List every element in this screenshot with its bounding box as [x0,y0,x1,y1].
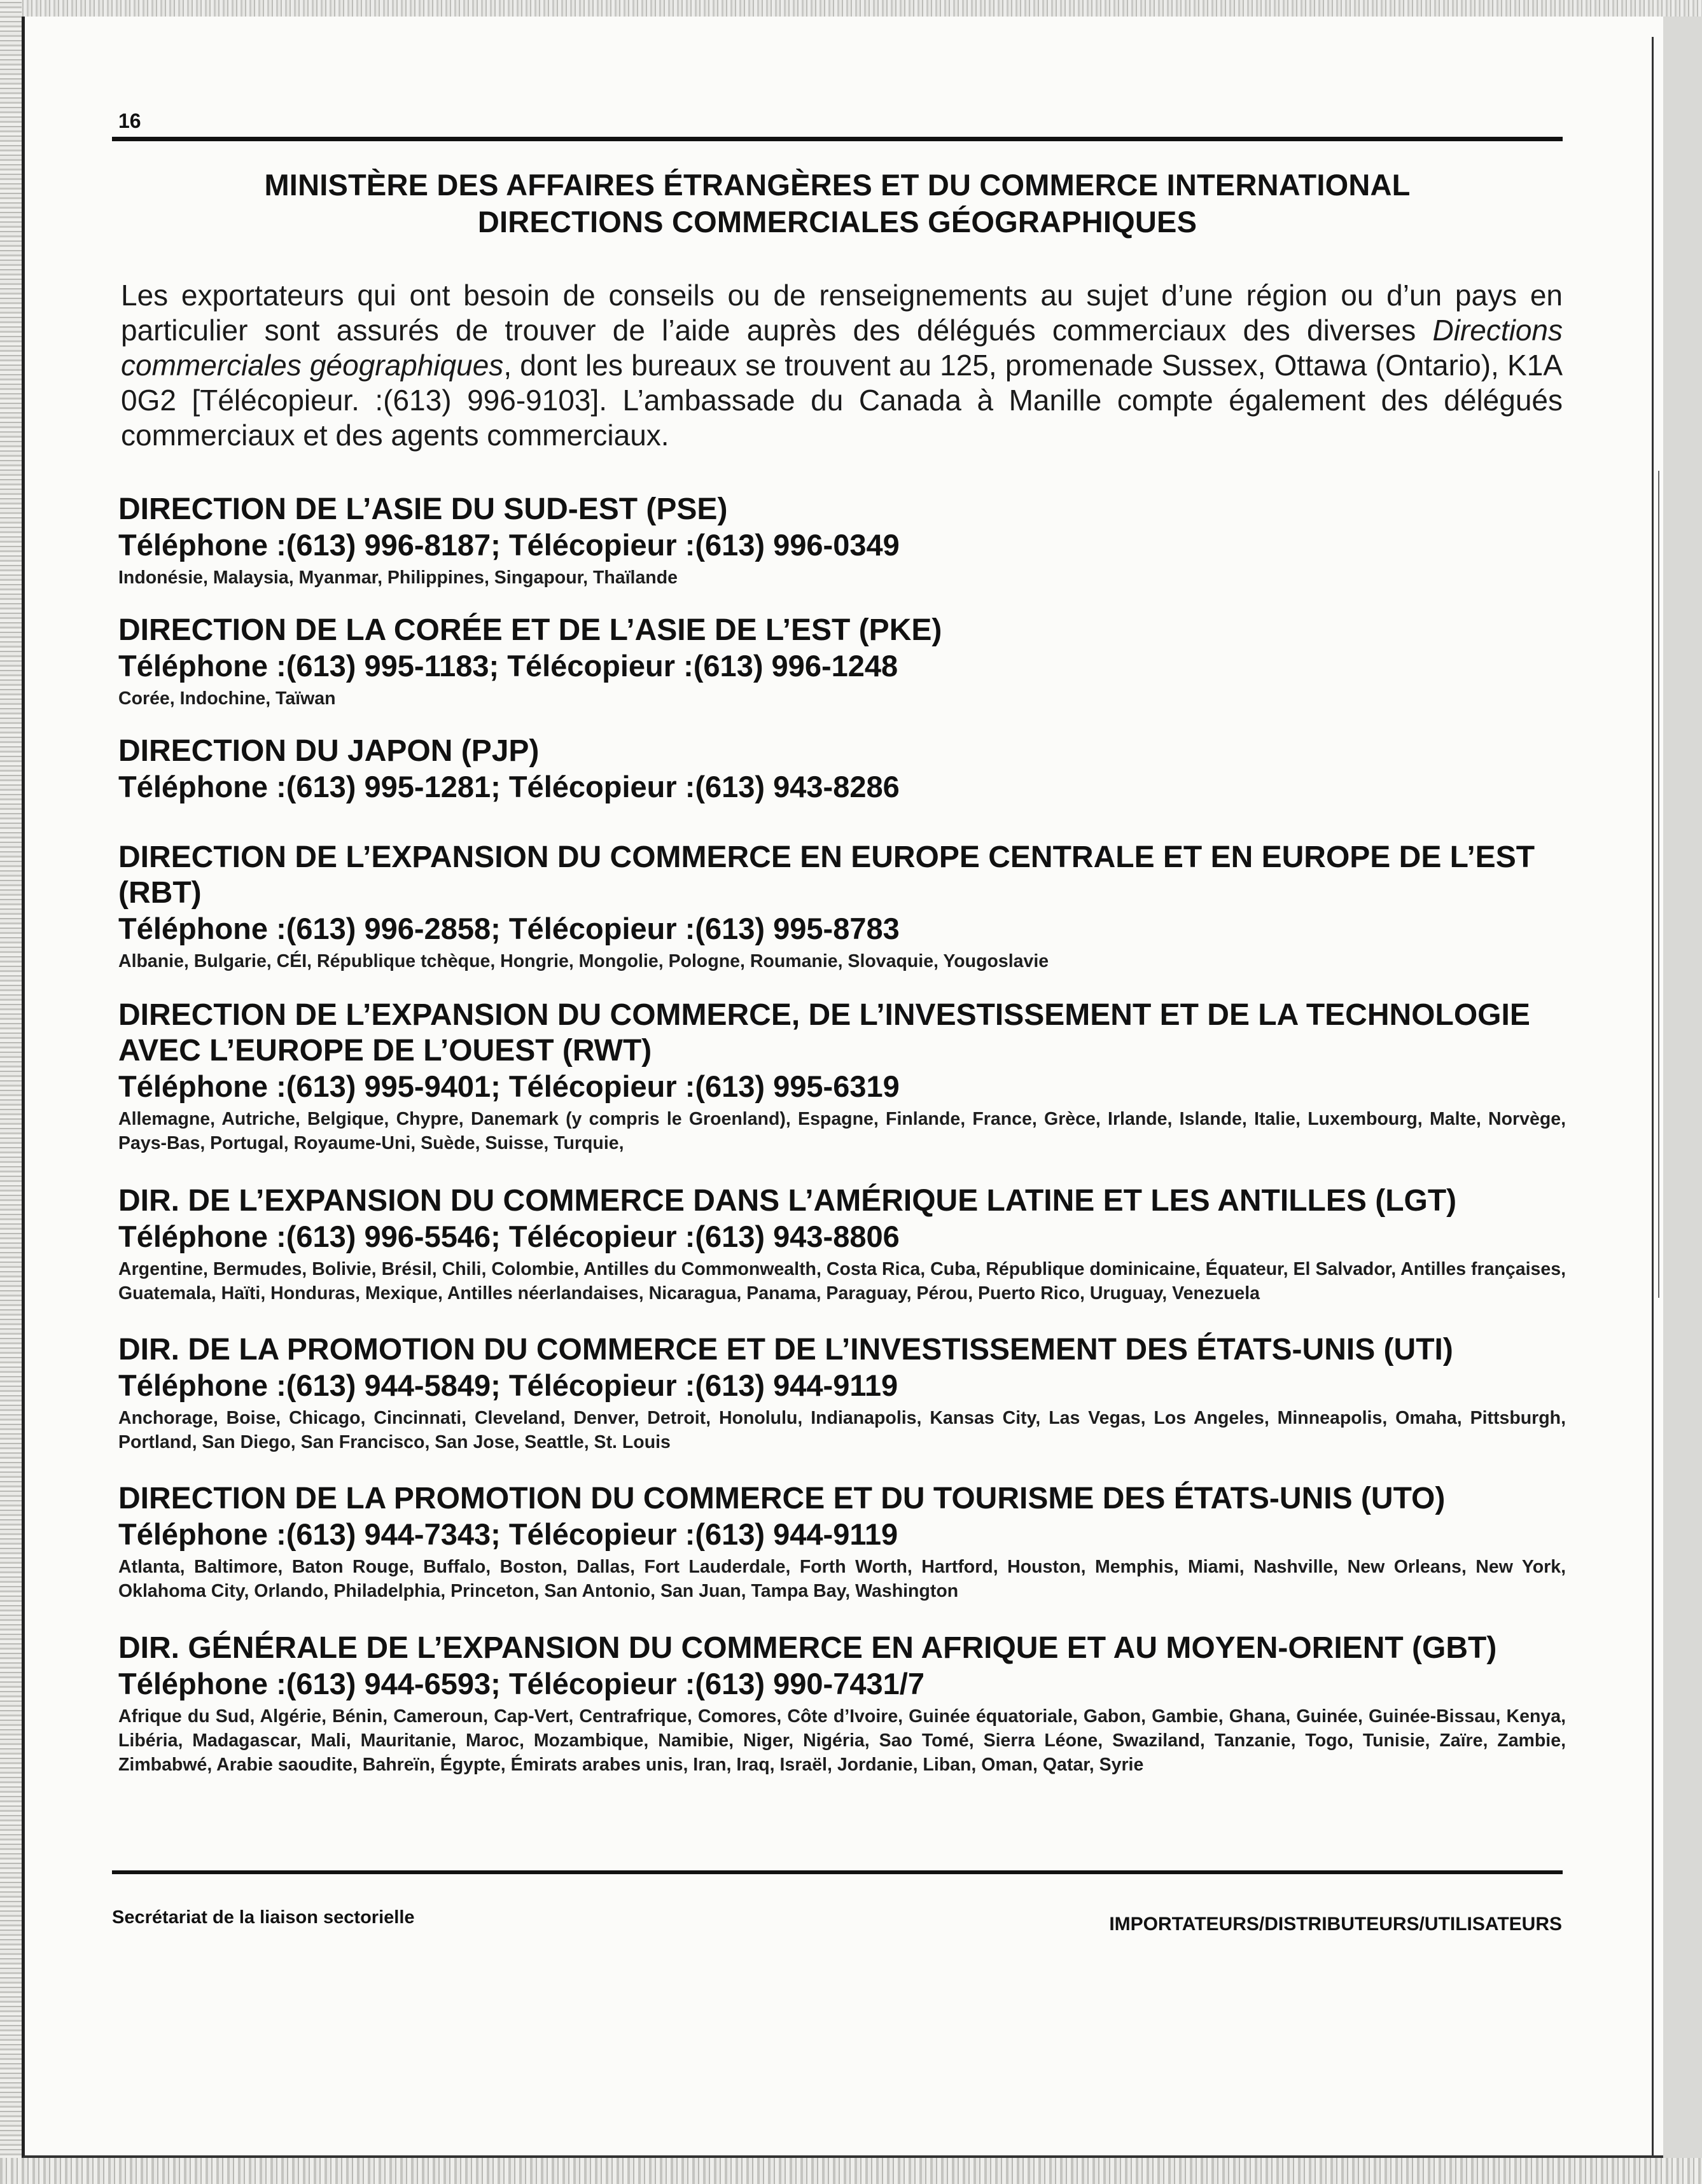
intro-text-2: , dont les bureaux se trouvent au 125, promenade Sussex, Ottawa (Ontario), K1A 0G2 [Télécopieur. :(613) 996-9103]. L’ambassade du Canada à Manille compte également des délégués commerciaux et des agents commerciaux. [121,349,1563,452]
section-phone: Téléphone :(613) 995-9401; Télécopieur :(613) 995-6319 [118,1069,900,1103]
section-countries: Afrique du Sud, Algérie, Bénin, Cameroun, Cap-Vert, Centrafrique, Comores, Côte d’Ivoire, Guinée équatoriale, Gabon, Gambie, Ghana, Guinée, Guinée-Bissau, Kenya, Libéria, Madagascar, Mali, Mauritanie, Maroc, Mozambique, Namibie, Niger, Nigéria, Sao Tomé, Sierra Léone, Swaziland, Tanzanie, Togo, Tunisie, Zaïre, Zambie, Zimbabwé, Arabie saoudite, Bahreïn, Égypte, Émirats arabes unis, Iran, Iraq, Israël, Jordanie, Liban, Oman, Qatar, Syrie [118,1706,1566,1775]
section-name: DIRECTION DE L’EXPANSION DU COMMERCE EN EUROPE CENTRALE ET EN EUROPE DE L’EST (RBT) [118,840,1535,910]
title-line-1: MINISTÈRE DES AFFAIRES ÉTRANGÈRES ET DU COMMERCE INTERNATIONAL [264,168,1411,202]
section-name: DIRECTION DE LA CORÉE ET DE L’ASIE DE L’EST (PKE) [118,613,942,647]
section-countries: Argentine, Bermudes, Bolivie, Brésil, Chili, Colombie, Antilles du Commonwealth, Costa Rica, Cuba, République dominicaine, Équateur, El Salvador, Antilles françaises, Guatemala, Haïti, Honduras, Mexique, Antilles néerlandaises, Nicaragua, Panama, Paraguay, Pérou, Puerto Rico, Uruguay, Venezuela [118,1259,1566,1304]
section-gbt [118,1631,1566,1777]
footer-left: Secrétariat de la liaison sectorielle [112,1907,415,1928]
section-name: DIR. DE LA PROMOTION DU COMMERCE ET DE L’INVESTISSEMENT DES ÉTATS-UNIS (UTI) [118,1333,1453,1367]
section-name: DIRECTION DE L’ASIE DU SUD-EST (PSE) [118,492,728,526]
footer-rule [112,1870,1563,1874]
section-countries: Anchorage, Boise, Chicago, Cincinnati, Cleveland, Denver, Detroit, Honolulu, Indianapolis, Kansas City, Las Vegas, Los Angeles, Minneapolis, Omaha, Pittsburgh, Portland, San Diego, San Francisco, San Jose, Seattle, St. Louis [118,1408,1566,1452]
section-uti [118,1332,1566,1454]
scan-edge-left [0,0,22,2184]
section-name: DIR. DE L’EXPANSION DU COMMERCE DANS L’AMÉRIQUE LATINE ET LES ANTILLES (LGT) [118,1184,1457,1218]
header-rule [112,137,1563,141]
page-title [112,167,1563,240]
section-countries: Allemagne, Autriche, Belgique, Chypre, Danemark (y compris le Groenland), Espagne, Finlande, France, Grèce, Irlande, Islande, Italie, Luxembourg, Malte, Norvège, Pays-Bas, Portugal, Royaume-Uni, Suède, Suisse, Turquie, [118,1109,1566,1153]
section-countries: Atlanta, Baltimore, Baton Rouge, Buffalo, Boston, Dallas, Fort Lauderdale, Forth Worth, Hartford, Houston, Memphis, Miami, Nashville, New Orleans, New York, Oklahoma City, Orlando, Philadelphia, Princeton, San Antonio, San Juan, Tampa Bay, Washington [118,1557,1566,1601]
section-phone: Téléphone :(613) 996-5546; Télécopieur :(613) 943-8806 [118,1220,900,1253]
section-uto [118,1481,1566,1603]
footer-right: IMPORTATEURS/DISTRIBUTEURS/UTILISATEURS [1109,1914,1562,1935]
section-phone: Téléphone :(613) 995-1281; Télécopieur :(613) 943-8286 [118,770,900,803]
section-rbt [118,840,1566,973]
page-number: 16 [118,109,141,132]
section-name: DIRECTION DE L’EXPANSION DU COMMERCE, DE L’INVESTISSEMENT ET DE LA TECHNOLOGIE AVEC L’EUROPE DE L’OUEST (RWT) [118,998,1530,1068]
scan-edge-top [0,0,1702,17]
section-countries: Indonésie, Malaysia, Myanmar, Philippines, Singapour, Thaïlande [118,567,678,588]
right-margin-line [1652,37,1654,2158]
section-name: DIRECTION DU JAPON (PJP) [118,734,540,768]
section-phone: Téléphone :(613) 996-2858; Télécopieur :(613) 995-8783 [118,912,900,945]
title-line-2: DIRECTIONS COMMERCIALES GÉOGRAPHIQUES [477,205,1197,239]
intro-text-1: Les exportateurs qui ont besoin de conseils ou de renseignements au sujet d’une région ou d’un pays en particulier sont assurés de trouver de l’aide auprès des délégués commerciaux des diverses [121,279,1563,347]
section-countries: Albanie, Bulgarie, CÉI, République tchèque, Hongrie, Mongolie, Pologne, Roumanie, Slovaquie, Yougoslavie [118,951,1049,971]
section-countries: Corée, Indochine, Taïwan [118,688,336,709]
section-lgt [118,1183,1566,1305]
section-name: DIR. GÉNÉRALE DE L’EXPANSION DU COMMERCE EN AFRIQUE ET AU MOYEN-ORIENT (GBT) [118,1631,1497,1665]
right-margin-line-secondary [1658,471,1659,1298]
section-phone: Téléphone :(613) 944-5849; Télécopieur :(613) 944-9119 [118,1368,898,1402]
intro-paragraph [121,278,1563,453]
section-phone: Téléphone :(613) 996-8187; Télécopieur :(613) 996-0349 [118,528,900,562]
section-phone: Téléphone :(613) 944-6593; Télécopieur :(613) 990-7431/7 [118,1667,924,1701]
section-pke [118,613,1566,711]
section-pse [118,492,1566,590]
intro-italic: Directions commerciales géographiques [121,314,1563,382]
section-pjp [118,734,1566,805]
scan-edge-bottom [0,2158,1702,2184]
section-phone: Téléphone :(613) 944-7343; Télécopieur :(613) 944-9119 [118,1517,898,1551]
section-rwt [118,998,1566,1155]
section-phone: Téléphone :(613) 995-1183; Télécopieur :(613) 996-1248 [118,649,898,683]
section-name: DIRECTION DE LA PROMOTION DU COMMERCE ET DU TOURISME DES ÉTATS-UNIS (UTO) [118,1482,1446,1515]
